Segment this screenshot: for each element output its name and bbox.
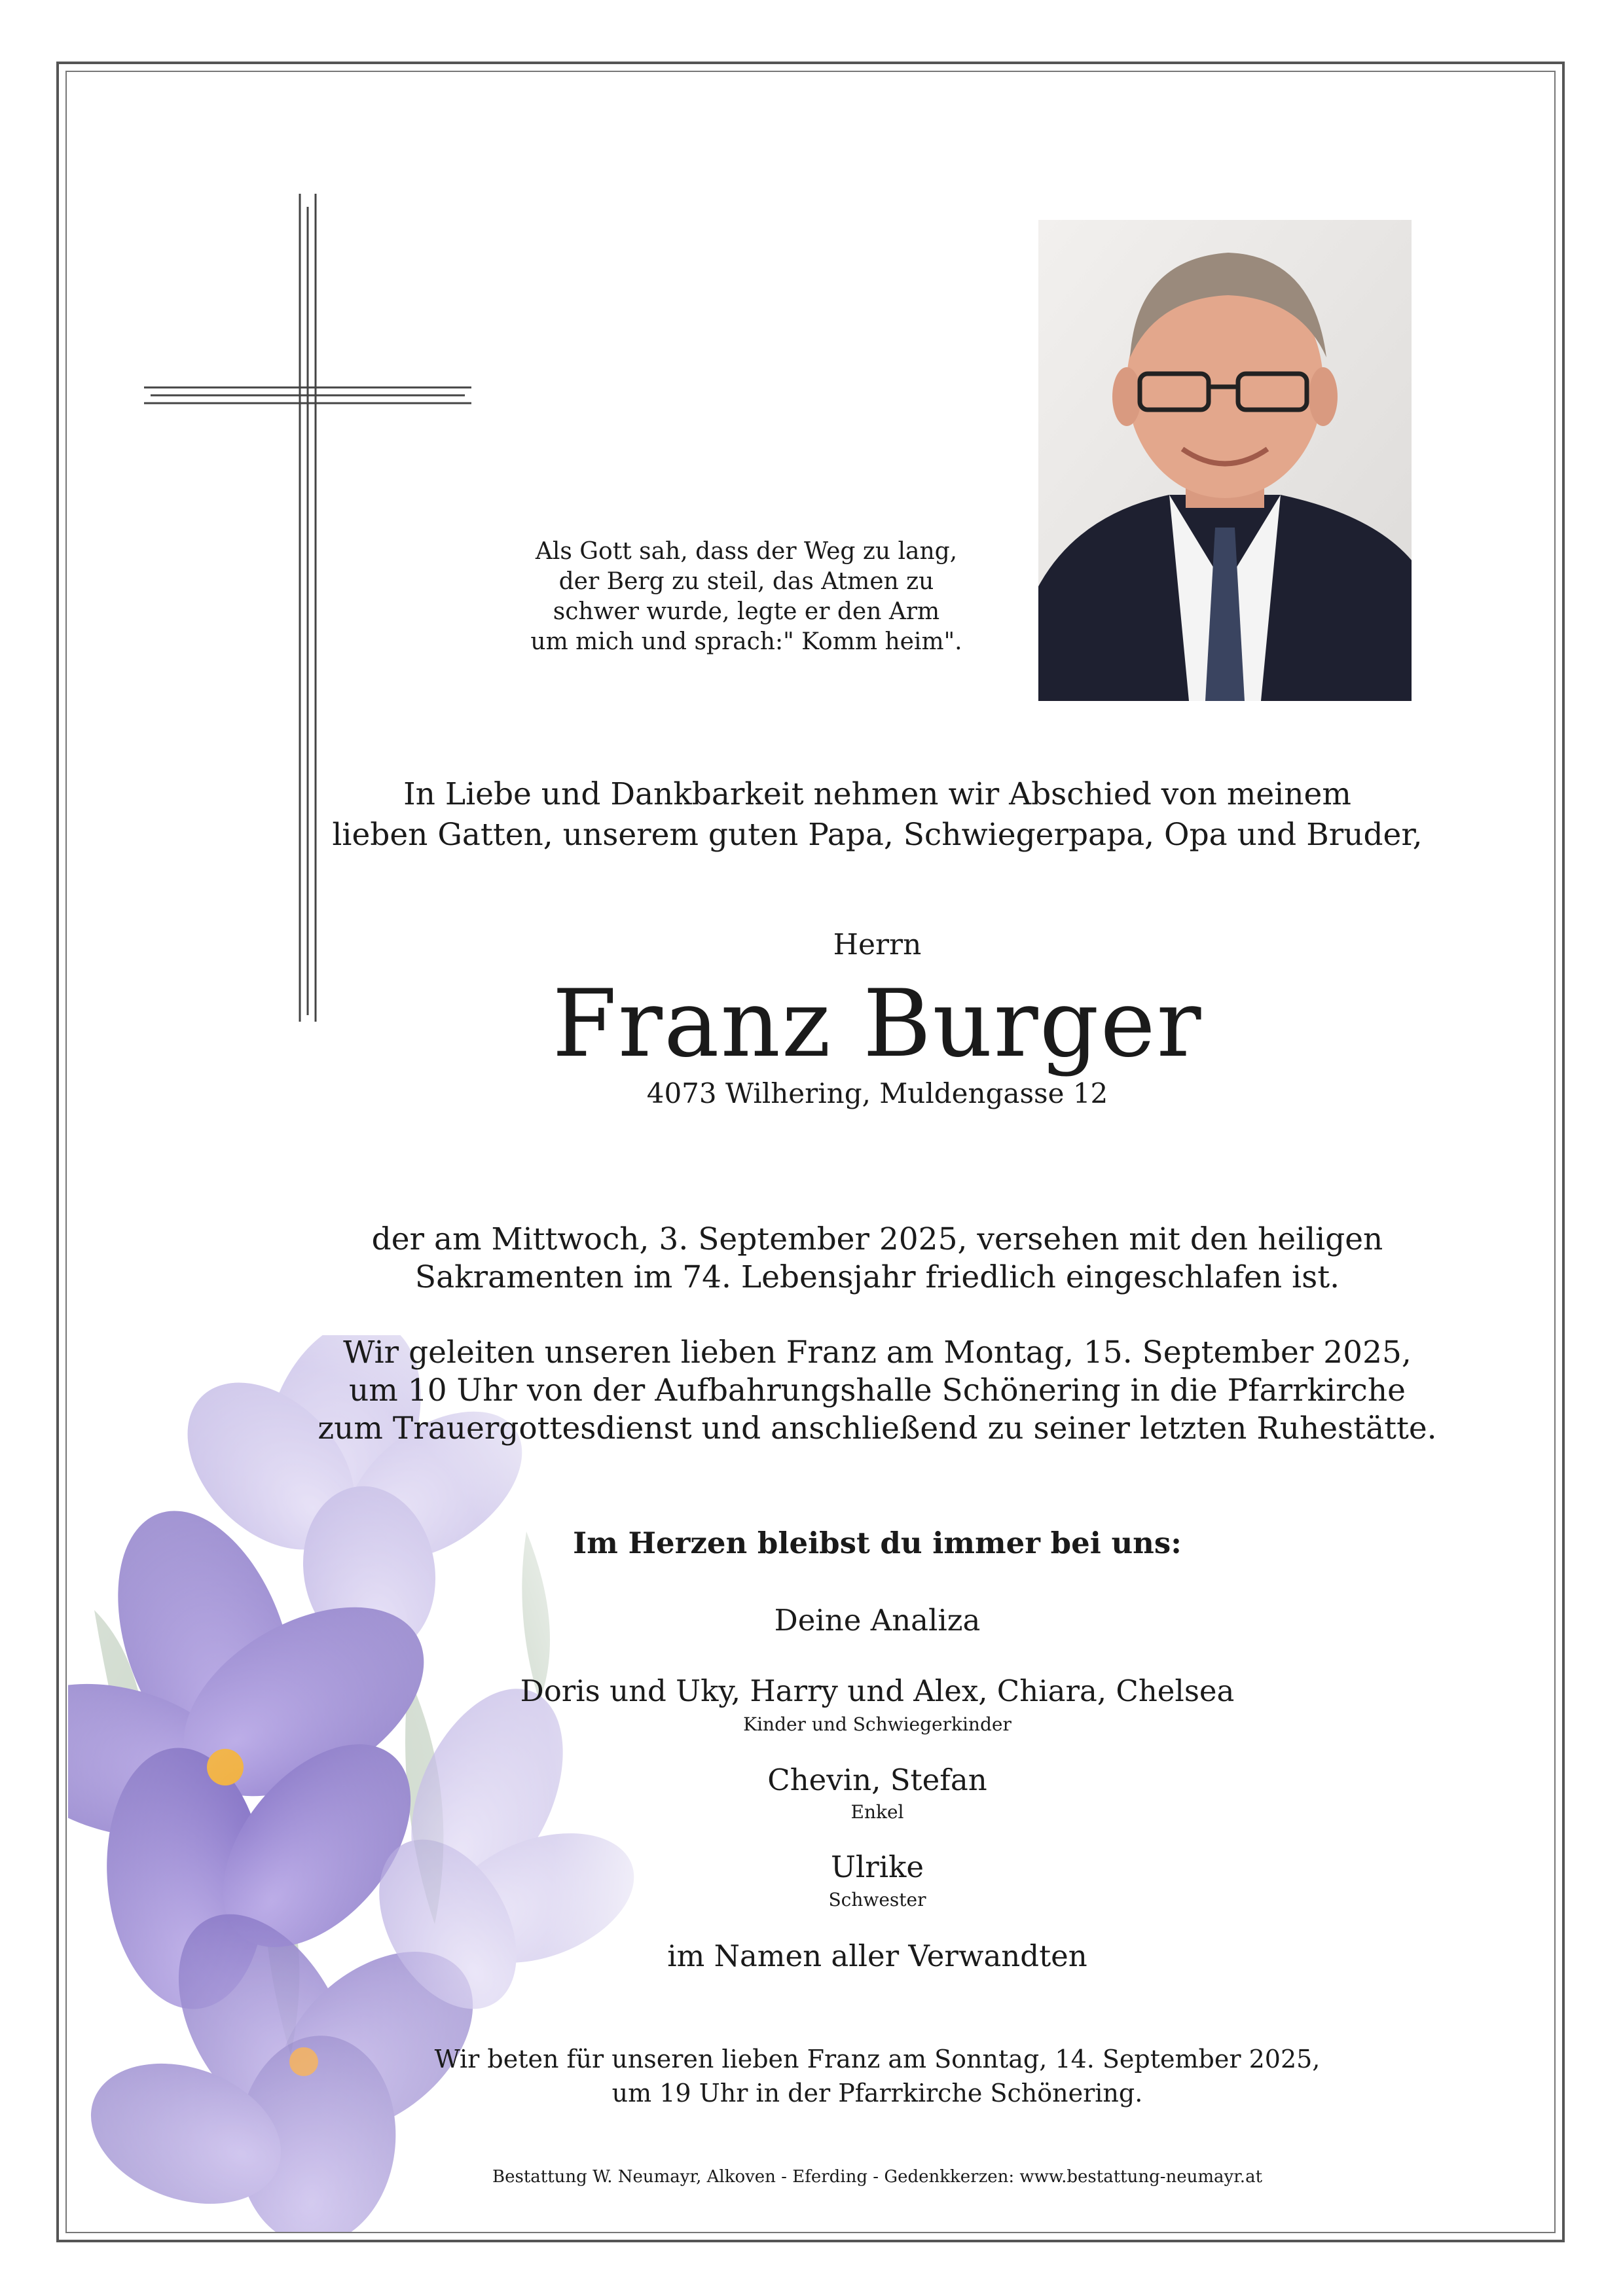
- mourners-heading: Im Herzen bleibst du immer bei uns:: [573, 1526, 1182, 1560]
- death-line: Sakramenten im 74. Lebensjahr friedlich eingeschlafen ist.: [414, 1259, 1340, 1295]
- mourner-sister-role: Schwester: [828, 1889, 926, 1910]
- quote-line: Als Gott sah, dass der Weg zu lang,: [535, 538, 958, 565]
- deceased-name: Franz Burger: [552, 970, 1203, 1078]
- salutation: Herrn: [833, 928, 922, 961]
- portrait-photo: [1038, 220, 1412, 701]
- footer-credit: Bestattung W. Neumayr, Alkoven - Eferding - Gedenkkerzen: www.bestattung-neumayr.at: [492, 2167, 1263, 2187]
- quote: [484, 537, 1008, 657]
- mourner-wife: Deine Analiza: [774, 1603, 981, 1638]
- funeral-notice: [288, 1334, 1467, 1448]
- mourner-grandchildren: Chevin, Stefan: [767, 1763, 987, 1797]
- death-notice: [288, 1221, 1467, 1297]
- mourner-relatives: im Namen aller Verwandten: [667, 1939, 1087, 1973]
- prayer-notice: [288, 2042, 1467, 2110]
- prayer-line: um 19 Uhr in der Pfarrkirche Schönering.: [611, 2079, 1143, 2108]
- intro-text: [288, 774, 1467, 855]
- mourner-children-role: Kinder und Schwiegerkinder: [743, 1713, 1012, 1735]
- quote-line: schwer wurde, legte er den Arm: [553, 598, 940, 625]
- mourner-children: Doris und Uky, Harry und Alex, Chiara, Chelsea: [520, 1674, 1235, 1708]
- deceased-address: 4073 Wilhering, Muldengasse 12: [646, 1077, 1108, 1109]
- funeral-line: um 10 Uhr von der Aufbahrungshalle Schönering in die Pfarrkirche: [349, 1372, 1406, 1408]
- intro-line: In Liebe und Dankbarkeit nehmen wir Abschied von meinem: [403, 776, 1351, 812]
- funeral-line: Wir geleiten unseren lieben Franz am Montag, 15. September 2025,: [343, 1335, 1412, 1371]
- quote-line: der Berg zu steil, das Atmen zu: [558, 568, 934, 595]
- intro-line: lieben Gatten, unserem guten Papa, Schwiegerpapa, Opa und Bruder,: [332, 817, 1423, 853]
- quote-line: um mich und sprach:" Komm heim".: [530, 628, 962, 655]
- cross-icon: [144, 194, 471, 1022]
- mourner-grandchildren-role: Enkel: [850, 1801, 904, 1823]
- prayer-line: Wir beten für unseren lieben Franz am Sonntag, 14. September 2025,: [434, 2045, 1321, 2073]
- funeral-line: zum Trauergottesdienst und anschließend zu seiner letzten Ruhestätte.: [318, 1410, 1437, 1446]
- death-line: der am Mittwoch, 3. September 2025, versehen mit den heiligen: [371, 1221, 1383, 1257]
- mourner-sister: Ulrike: [830, 1850, 924, 1884]
